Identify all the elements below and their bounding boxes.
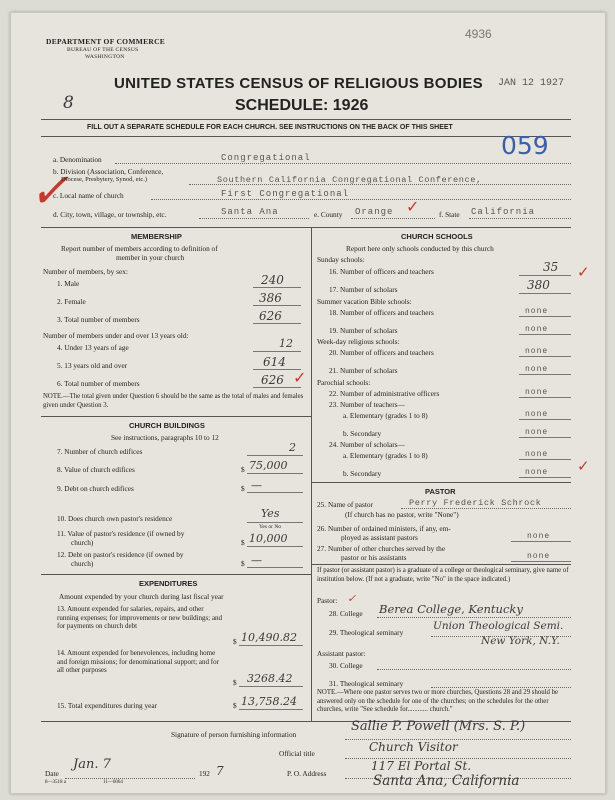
q26-value: none bbox=[527, 532, 551, 541]
po-address-value: 117 El Portal St. bbox=[371, 759, 472, 773]
year-value: 7 bbox=[216, 764, 224, 778]
pastor-heading: PASTOR bbox=[425, 487, 456, 496]
q15-label: 15. Total expenditures during year bbox=[57, 701, 158, 710]
membership-note: NOTE.—The total given under Question 6 should be the same as the total of males and females given under Question 3. bbox=[43, 393, 304, 409]
schedule-title: SCHEDULE: 1926 bbox=[235, 97, 369, 114]
state-label: f. State bbox=[439, 210, 460, 219]
po-address-value-2: Santa Ana, California bbox=[373, 773, 520, 789]
q16-value: 35 bbox=[543, 260, 559, 274]
q28-label: 28. College bbox=[329, 609, 363, 618]
division-label: b. Division (Association, Conference, bbox=[53, 167, 164, 176]
q9-dollar: $ bbox=[241, 484, 245, 493]
q19-value: none bbox=[525, 325, 549, 334]
date-value: Jan. 7 bbox=[73, 757, 111, 772]
bureau-label: BUREAU OF THE CENSUS bbox=[67, 47, 139, 53]
yes-no-caption: Yes or No bbox=[259, 524, 282, 530]
q9-label: 9. Debt on church edifices bbox=[57, 484, 134, 493]
q7-label: 7. Number of church edifices bbox=[57, 447, 143, 456]
pastor-note: NOTE.—Where one pastor serves two or more churches, Questions 28 and 29 should be answered only on the schedule for one of the churches; on the schedules for the other churches, write "See schedule for............ church." bbox=[317, 689, 559, 713]
q13-dollar: $ bbox=[233, 637, 237, 646]
q4-label: 4. Under 13 years of age bbox=[57, 343, 129, 352]
q11-label-2: church) bbox=[71, 538, 94, 547]
red-tick-county: ✓ bbox=[406, 197, 420, 216]
q26-label-2: ployed as assistant pastors bbox=[341, 533, 418, 542]
membership-sub1: Report number of members according to definition of bbox=[61, 244, 218, 253]
q23a-label: a. Elementary (grades 1 to 8) bbox=[343, 411, 428, 420]
expenditures-heading: EXPENDITURES bbox=[139, 579, 198, 588]
q1-value: 240 bbox=[261, 273, 284, 287]
weekday-label: Week-day religious schools: bbox=[317, 337, 400, 346]
q15-dollar: $ bbox=[233, 701, 237, 710]
church-name-value: First Congregational bbox=[221, 189, 350, 199]
by-sex-label: Number of members, by sex: bbox=[43, 267, 128, 276]
q27-label: 27. Number of other churches served by the bbox=[317, 544, 446, 553]
q10-label: 10. Does church own pastor's residence bbox=[57, 514, 173, 523]
denomination-label: a. Denomination bbox=[53, 155, 102, 164]
q23a-value: none bbox=[525, 410, 549, 419]
code-number: 059 bbox=[501, 131, 549, 160]
q12-value: — bbox=[251, 554, 262, 567]
signature-label: Signature of person furnishing information bbox=[171, 730, 297, 739]
q16-label: 16. Number of officers and teachers bbox=[329, 267, 434, 276]
q29-value-2: New York, N.Y. bbox=[481, 635, 560, 647]
membership-heading: MEMBERSHIP bbox=[131, 232, 182, 241]
state-value: California bbox=[471, 207, 536, 217]
q27-value: none bbox=[527, 552, 551, 561]
q11-dollar: $ bbox=[241, 538, 245, 547]
q2-label: 2. Female bbox=[57, 297, 86, 306]
q9-value: — bbox=[251, 479, 262, 492]
q5-label: 5. 13 years old and over bbox=[57, 361, 128, 370]
q22-value: none bbox=[525, 388, 549, 397]
q21-label: 21. Number of scholars bbox=[329, 366, 398, 375]
q20-value: none bbox=[525, 347, 549, 356]
q8-label: 8. Value of church edifices bbox=[57, 465, 135, 474]
q3-value: 626 bbox=[259, 309, 282, 323]
q12-dollar: $ bbox=[241, 559, 245, 568]
official-title-value: Church Visitor bbox=[369, 740, 458, 754]
q25-value: Perry Frederick Schrock bbox=[409, 498, 542, 508]
schools-sub: Report here only schools conducted by this church bbox=[346, 244, 494, 253]
red-tick-right-margin: ✓ bbox=[577, 457, 590, 475]
q6-label: 6. Total number of members bbox=[57, 379, 140, 388]
q23-label: 23. Number of teachers— bbox=[329, 400, 405, 409]
expenditures-sub: Amount expended by your church during last fiscal year bbox=[59, 592, 224, 601]
received-date-stamp: JAN 12 1927 bbox=[498, 78, 565, 89]
q29-label: 29. Theological seminary bbox=[329, 628, 404, 637]
q8-dollar: $ bbox=[241, 465, 245, 474]
red-tick-membership: ✓ bbox=[293, 368, 307, 387]
form-title: UNITED STATES CENSUS OF RELIGIOUS BODIES bbox=[114, 75, 483, 92]
division-label-2: Diocese, Presbytery, Synod, etc.) bbox=[61, 176, 148, 183]
q24b-value: none bbox=[525, 468, 549, 477]
q3-label: 3. Total number of members bbox=[57, 315, 140, 324]
q21-value: none bbox=[525, 365, 549, 374]
q15-value: 13,758.24 bbox=[241, 695, 297, 708]
print-number: 11—6064 bbox=[103, 780, 123, 785]
red-check-mark: ✓ bbox=[29, 163, 70, 219]
date-label: Date bbox=[45, 769, 59, 778]
corner-handwritten-mark: 8 bbox=[63, 93, 74, 113]
census-schedule-form bbox=[10, 12, 606, 794]
q13-value: 10,490.82 bbox=[241, 631, 297, 644]
q26-label: 26. Number of ordained ministers, if any, em- bbox=[317, 524, 451, 533]
city-label: WASHINGTON bbox=[85, 54, 125, 60]
pastor-instruction: If pastor (or assistant pastor) is a graduate of a college or theological seminary, give name of institution below. (If not a graduate, write "No" in the space indicated.) bbox=[317, 567, 569, 583]
q18-value: none bbox=[525, 307, 549, 316]
pastor-sublabel: Pastor: bbox=[317, 596, 338, 605]
q23b-value: none bbox=[525, 428, 549, 437]
form-number: 8—3518 a bbox=[45, 780, 66, 785]
under-over-label: Number of members under and over 13 years old: bbox=[43, 331, 189, 340]
church-name-label: c. Local name of church bbox=[53, 191, 124, 200]
county-label: e. County bbox=[314, 210, 343, 219]
q6-value: 626 bbox=[261, 373, 284, 387]
q4-value: 12 bbox=[279, 337, 293, 350]
city-value: Santa Ana bbox=[221, 207, 279, 217]
membership-sub2: member in your church bbox=[116, 253, 185, 262]
sunday-label: Sunday schools: bbox=[317, 255, 365, 264]
summer-label: Summer vacation Bible schools: bbox=[317, 297, 412, 306]
q5-value: 614 bbox=[263, 355, 286, 369]
q10-value: Yes bbox=[261, 507, 280, 520]
q1-label: 1. Male bbox=[57, 279, 80, 288]
year-prefix: 192 bbox=[199, 769, 210, 778]
q12-label-2: church) bbox=[71, 559, 94, 568]
q14-value: 3268.42 bbox=[247, 672, 293, 685]
q22-label: 22. Number of administrative officers bbox=[329, 389, 440, 398]
stamp-number: 4936 bbox=[465, 27, 492, 41]
q14-label: 14. Amount expended for benevolences, including home and foreign missions; for denominational support; and for all other purposes bbox=[57, 649, 219, 674]
official-title-label: Official title bbox=[279, 749, 315, 758]
q13-label: 13. Amount expended for salaries, repairs, and other running expenses; for improvements or new buildings; and for payments on church debt bbox=[57, 605, 223, 630]
buildings-sub: See instructions, paragraphs 10 to 12 bbox=[111, 433, 219, 442]
county-value: Orange bbox=[355, 207, 394, 217]
signature-value: Sallie P. Powell (Mrs. S. P.) bbox=[351, 719, 526, 734]
division-value: Southern California Congregational Conference, bbox=[217, 175, 482, 185]
q25-label: 25. Name of pastor bbox=[317, 500, 373, 509]
q27-label-2: pastor or his assistants bbox=[341, 553, 407, 562]
q28-value: Berea College, Kentucky bbox=[379, 602, 523, 616]
q11-value: 10,000 bbox=[249, 532, 288, 545]
red-tick-schools: ✓ bbox=[577, 263, 590, 281]
q11-label: 11. Value of pastor's residence (if owned by bbox=[57, 529, 185, 538]
q24b-label: b. Secondary bbox=[343, 469, 382, 478]
po-address-label: P. O. Address bbox=[287, 769, 327, 778]
asst-pastor-label: Assistant pastor: bbox=[317, 649, 366, 658]
q24a-label: a. Elementary (grades 1 to 8) bbox=[343, 451, 428, 460]
q12-label: 12. Debt on pastor's residence (if owned by bbox=[57, 550, 184, 559]
q20-label: 20. Number of officers and teachers bbox=[329, 348, 434, 357]
instruction-line: FILL OUT A SEPARATE SCHEDULE FOR EACH CHURCH. SEE INSTRUCTIONS ON THE BACK OF THIS SHEET bbox=[87, 124, 453, 131]
q18-label: 18. Number of officers and teachers bbox=[329, 308, 434, 317]
q24-label: 24. Number of scholars— bbox=[329, 440, 405, 449]
department-label: DEPARTMENT OF COMMERCE bbox=[46, 37, 166, 46]
q19-label: 19. Number of scholars bbox=[329, 326, 398, 335]
buildings-heading: CHURCH BUILDINGS bbox=[129, 421, 205, 430]
q2-value: 386 bbox=[259, 291, 282, 305]
q31-label: 31. Theological seminary bbox=[329, 679, 404, 688]
red-pastor-mark: ✓ bbox=[347, 592, 357, 605]
q7-value: 2 bbox=[289, 441, 296, 454]
q17-value: 380 bbox=[527, 278, 550, 292]
city-label-field: d. City, town, village, or township, etc. bbox=[53, 210, 167, 219]
schools-heading: CHURCH SCHOOLS bbox=[401, 232, 473, 241]
q17-label: 17. Number of scholars bbox=[329, 285, 398, 294]
q8-value: 75,000 bbox=[249, 459, 288, 472]
parochial-label: Parochial schools: bbox=[317, 378, 371, 387]
denomination-value: Congregational bbox=[221, 153, 311, 163]
q29-value: Union Theological Semi. bbox=[433, 620, 564, 632]
q24a-value: none bbox=[525, 450, 549, 459]
q25-note: (If church has no pastor, write "None") bbox=[345, 510, 459, 519]
q23b-label: b. Secondary bbox=[343, 429, 382, 438]
q14-dollar: $ bbox=[233, 678, 237, 687]
q30-label: 30. College bbox=[329, 661, 363, 670]
